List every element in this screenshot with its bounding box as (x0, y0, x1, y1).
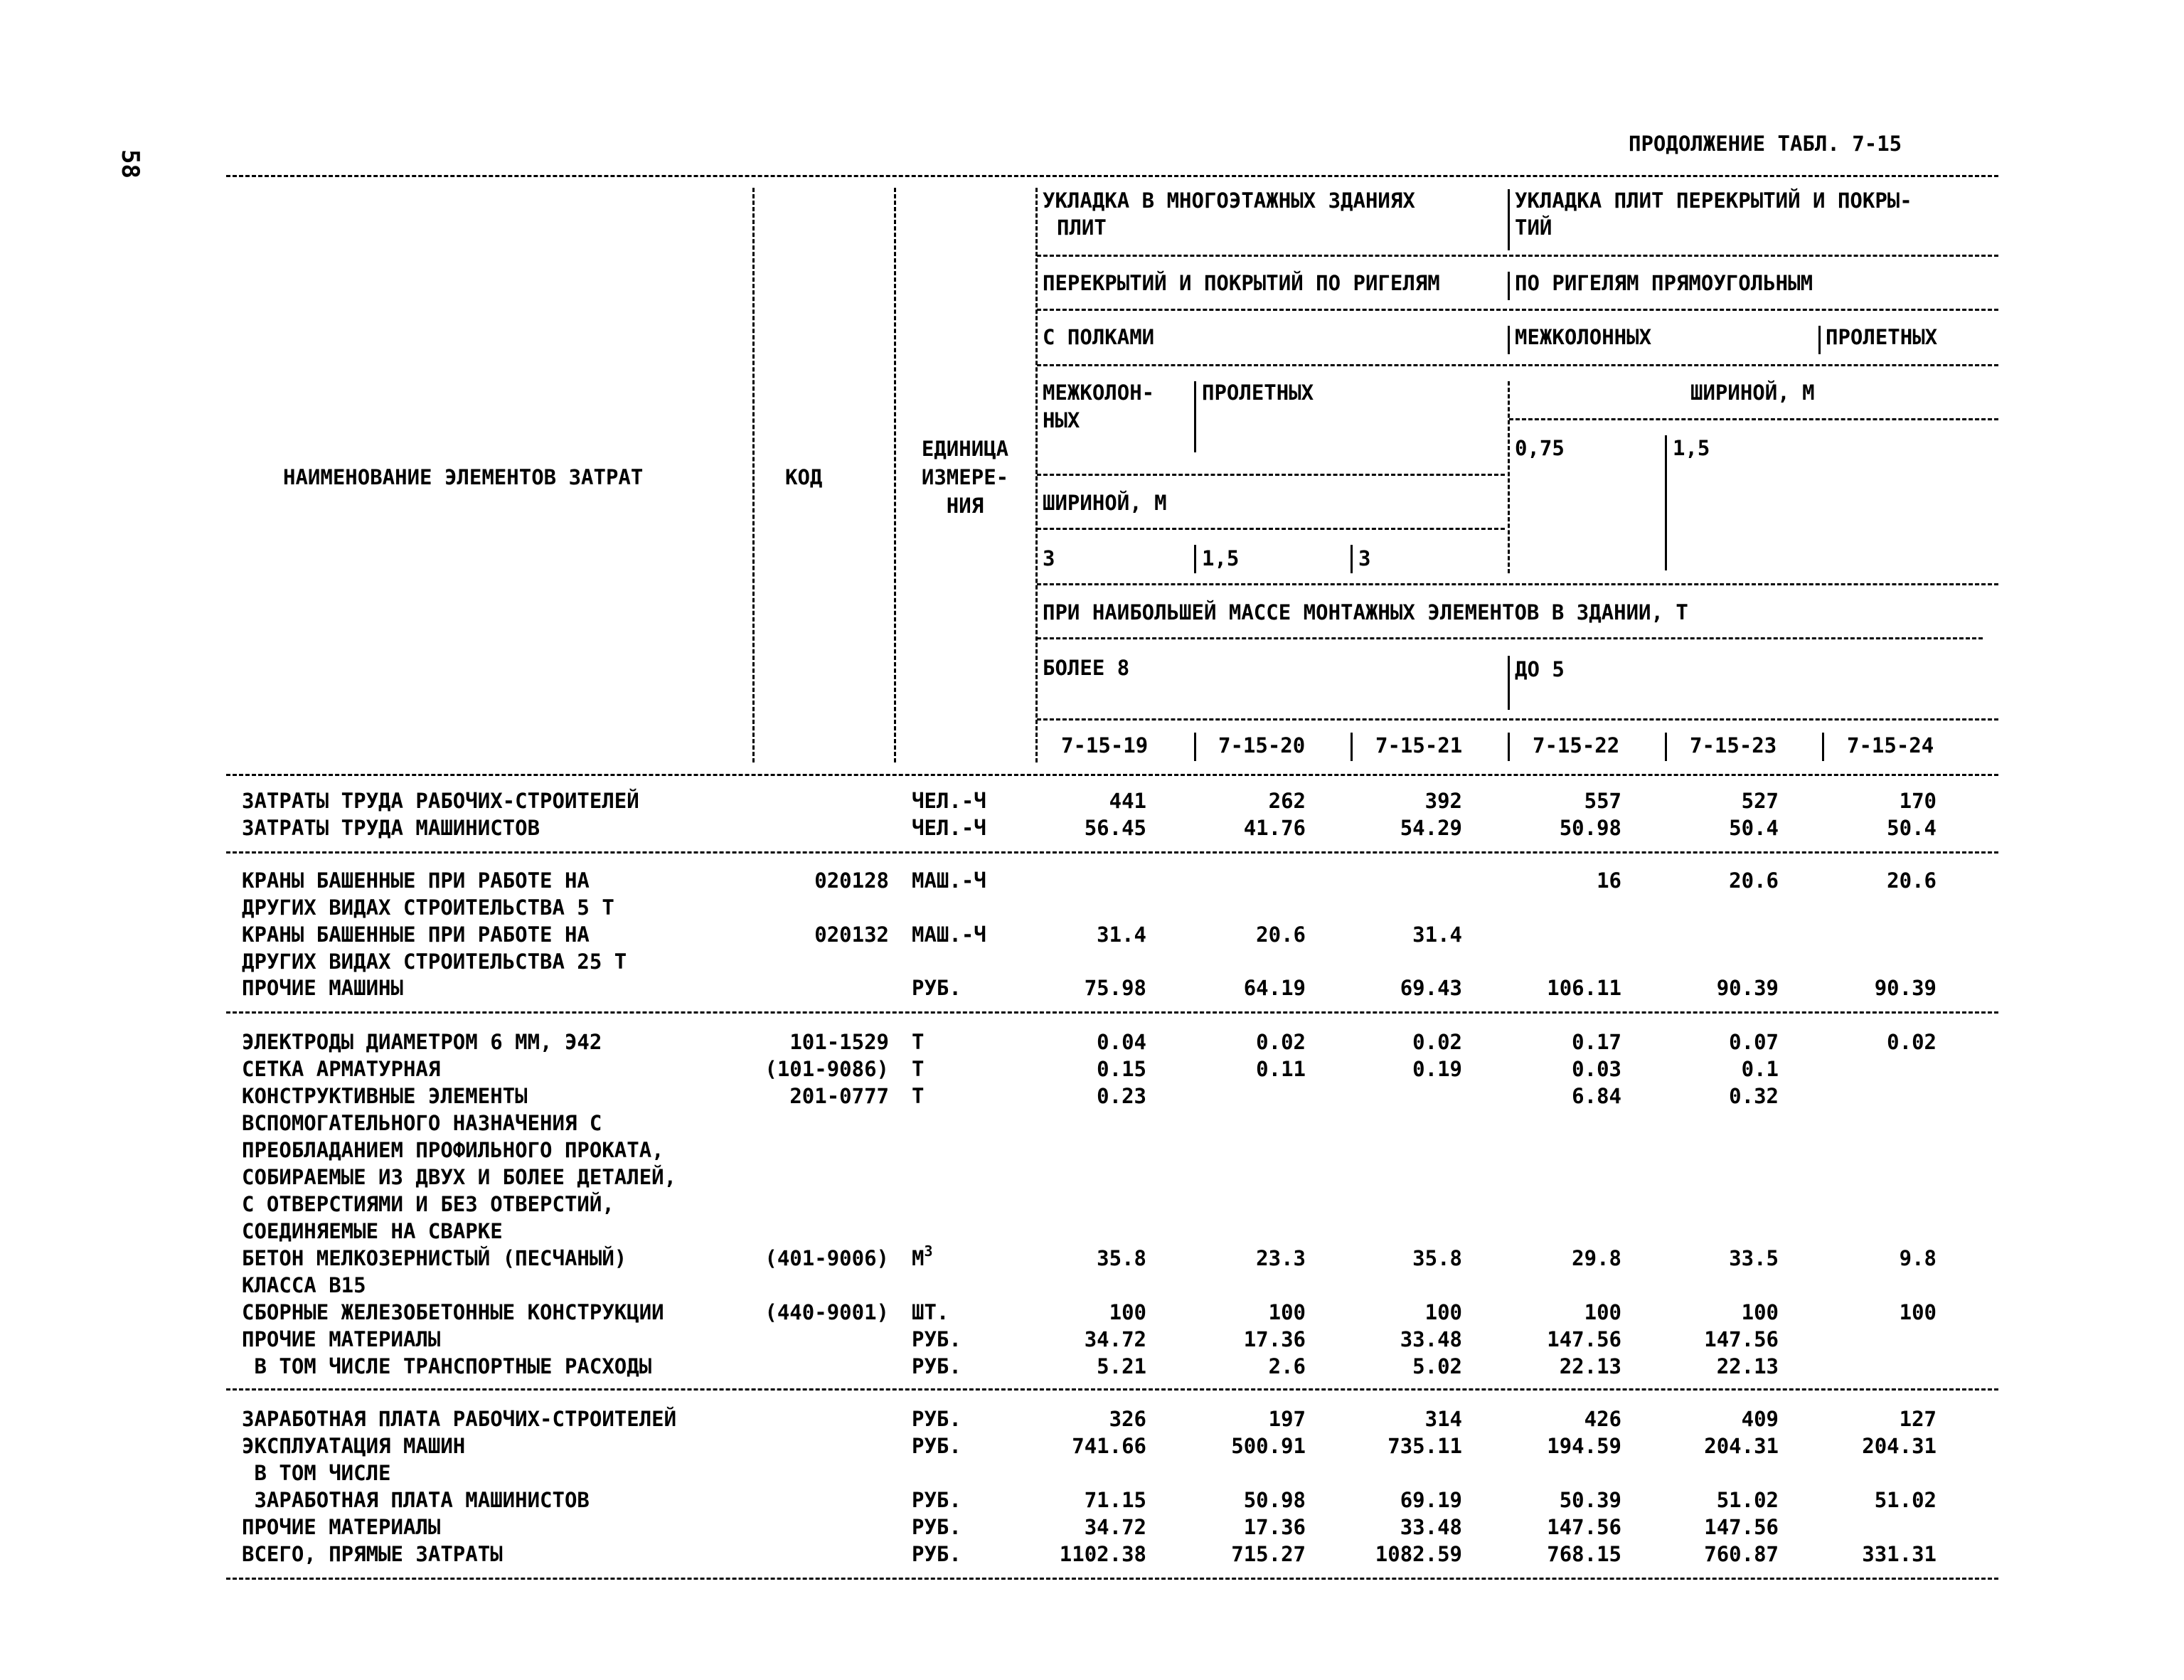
rule-h2 (1037, 309, 1998, 311)
row-value: 768.15 (1547, 1542, 1621, 1566)
column-code: 7-15-23 (1690, 733, 1777, 757)
vline-unit-data (1035, 188, 1038, 762)
row-value: 100 (1741, 1300, 1779, 1324)
row-value: 51.02 (1716, 1488, 1779, 1512)
row-unit (912, 1436, 962, 1457)
rule-h9 (1037, 718, 1998, 721)
row-unit-text: РУБ. (912, 1327, 962, 1351)
row-unit (912, 1517, 962, 1538)
row-name: В ТОМ ЧИСЛЕ (242, 1461, 391, 1485)
row-code: (401-9006) (765, 1246, 889, 1270)
row-value: 106.11 (1547, 976, 1621, 1000)
vline-c4 (1508, 733, 1510, 761)
vline-w3 (1351, 545, 1353, 573)
header-proletnyh: ПРОЛЕТНЫХ (1826, 325, 1938, 349)
row-value: 0.02 (1256, 1030, 1306, 1054)
row-name: ЗАТРАТЫ ТРУДА МАШИНИСТОВ (242, 816, 540, 840)
vline-c2 (1194, 733, 1196, 761)
row-name: ПРОЧИЕ МАТЕРИАЛЫ (242, 1515, 441, 1539)
row-unit (912, 868, 986, 893)
rule-sec1 (226, 851, 1998, 854)
row-name: В ТОМ ЧИСЛЕ ТРАНСПОРТНЫЕ РАСХОДЫ (242, 1354, 652, 1378)
row-value: 441 (1109, 789, 1146, 813)
row-value: 41.76 (1243, 816, 1306, 840)
row-value: 29.8 (1572, 1246, 1621, 1270)
rule-top (226, 175, 1998, 177)
vline-groups-2 (1508, 272, 1510, 300)
row-name: СОБИРАЕМЫЕ ИЗ ДВУХ И БОЛЕЕ ДЕТАЛЕЙ, (242, 1165, 677, 1189)
row-value: 23.3 (1256, 1246, 1306, 1270)
row-value: 31.4 (1412, 923, 1462, 947)
row-value: 51.02 (1874, 1488, 1937, 1512)
column-code: 7-15-24 (1847, 733, 1934, 757)
row-value: 0.11 (1256, 1057, 1306, 1081)
row-unit-superscript: 3 (924, 1243, 933, 1260)
row-value: 54.29 (1400, 816, 1462, 840)
row-value: 33.48 (1400, 1515, 1462, 1539)
row-value: 204.31 (1704, 1434, 1779, 1458)
header-width-15-right: 1,5 (1673, 436, 1710, 460)
row-unit (912, 1243, 933, 1270)
row-value: 741.66 (1072, 1434, 1146, 1458)
row-name: ВСПОМОГАТЕЛЬНОГО НАЗНАЧЕНИЯ С (242, 1111, 602, 1135)
row-value: 6.84 (1572, 1084, 1621, 1108)
column-code: 7-15-20 (1218, 733, 1306, 757)
row-value: 71.15 (1084, 1488, 1146, 1512)
row-value: 34.72 (1084, 1515, 1146, 1539)
row-code: 020128 (814, 868, 889, 893)
row-name: ЭЛЕКТРОДЫ ДИАМЕТРОМ 6 ММ, Э42 (242, 1030, 602, 1054)
row-value: 0.1 (1741, 1057, 1779, 1081)
row-value: 527 (1741, 789, 1779, 813)
row-name: ПРОЧИЕ МАШИНЫ (242, 976, 403, 1000)
row-name: СБОРНЫЕ ЖЕЛЕЗОБЕТОННЫЕ КОНСТРУКЦИИ (242, 1300, 664, 1324)
row-value: 0.32 (1729, 1084, 1779, 1108)
row-unit-text: Т (912, 1057, 925, 1081)
rule-h6l (1037, 528, 1505, 530)
group2-line3: ПО РИГЕЛЯМ ПРЯМОУГОЛЬНЫМ (1515, 271, 1813, 295)
row-unit (912, 1302, 949, 1323)
row-name: СЕТКА АРМАТУРНАЯ (242, 1057, 441, 1081)
row-unit-text: МАШ.-Ч (912, 868, 986, 893)
row-value: 17.36 (1243, 1327, 1306, 1351)
header-unit-1: ЕДИНИЦА (921, 437, 1009, 461)
row-value: 557 (1584, 789, 1621, 813)
vline-code-unit (894, 188, 896, 762)
header-mezhkolon-2: НЫХ (1043, 408, 1080, 432)
header-name: НАИМЕНОВАНИЕ ЭЛЕМЕНТОВ ЗАТРАТ (283, 465, 644, 489)
vline-right-block (1508, 381, 1510, 573)
row-value: 735.11 (1387, 1434, 1462, 1458)
row-value: 5.21 (1097, 1354, 1146, 1378)
row-value: 100 (1268, 1300, 1306, 1324)
row-unit-text: Т (912, 1084, 925, 1108)
row-unit (912, 1544, 962, 1565)
row-code: 020132 (814, 923, 889, 947)
column-code: 7-15-21 (1375, 733, 1463, 757)
group1-line2: ПЛИТ (1057, 216, 1107, 240)
row-value: 33.5 (1729, 1246, 1779, 1270)
rule-h4r (1509, 418, 1998, 420)
row-value: 331.31 (1862, 1542, 1937, 1566)
header-width-right: ШИРИНОЙ, М (1690, 381, 1815, 405)
row-value: 1082.59 (1375, 1542, 1462, 1566)
row-name: ДРУГИХ ВИДАХ СТРОИТЕЛЬСТВА 5 Т (242, 895, 614, 920)
row-value: 147.56 (1704, 1515, 1779, 1539)
rule-bottom (226, 1578, 1998, 1580)
row-value: 33.48 (1400, 1327, 1462, 1351)
row-value: 147.56 (1547, 1327, 1621, 1351)
vline-prol (1818, 326, 1821, 354)
row-value: 197 (1268, 1407, 1306, 1431)
vline-name-code (752, 188, 755, 762)
row-value: 100 (1109, 1300, 1146, 1324)
column-code: 7-15-22 (1533, 733, 1620, 757)
row-name: СОЕДИНЯЕМЫЕ НА СВАРКЕ (242, 1219, 503, 1243)
row-code: (101-9086) (765, 1057, 889, 1081)
vline-c3 (1351, 733, 1353, 761)
vline-c5 (1665, 733, 1667, 761)
row-unit-text: РУБ. (912, 1542, 962, 1566)
row-value: 50.39 (1559, 1488, 1621, 1512)
row-value: 426 (1584, 1407, 1621, 1431)
header-width-3b: 3 (1358, 546, 1371, 570)
row-value: 147.56 (1547, 1515, 1621, 1539)
row-value: 22.13 (1716, 1354, 1779, 1378)
row-value: 100 (1899, 1300, 1937, 1324)
header-unit-3: НИЯ (946, 494, 984, 518)
row-unit-text: ЧЕЛ.-Ч (912, 816, 986, 840)
row-value: 0.04 (1097, 1030, 1146, 1054)
row-value: 22.13 (1559, 1354, 1621, 1378)
row-name: ВСЕГО, ПРЯМЫЕ ЗАТРАТЫ (242, 1542, 503, 1566)
row-value: 16 (1597, 868, 1621, 893)
row-unit (912, 925, 986, 945)
rule-head-bottom (226, 774, 1998, 776)
row-code: (440-9001) (765, 1300, 889, 1324)
group2-line1: УКЛАДКА ПЛИТ ПЕРЕКРЫТИЙ И ПОКРЫ- (1515, 188, 1912, 213)
group2-line2: ТИЙ (1515, 216, 1552, 240)
row-name: ДРУГИХ ВИДАХ СТРОИТЕЛЬСТВА 25 Т (242, 950, 627, 974)
row-unit-text: РУБ. (912, 1354, 962, 1378)
row-value: 127 (1899, 1407, 1937, 1431)
rule-sec3 (226, 1388, 1998, 1391)
row-value: 0.17 (1572, 1030, 1621, 1054)
header-mass-over8: БОЛЕЕ 8 (1043, 656, 1130, 680)
row-unit-text: РУБ. (912, 1407, 962, 1431)
row-value: 0.03 (1572, 1057, 1621, 1081)
row-value: 0.19 (1412, 1057, 1462, 1081)
row-value: 50.4 (1887, 816, 1937, 840)
row-value: 2.6 (1268, 1354, 1306, 1378)
row-value: 35.8 (1097, 1246, 1146, 1270)
row-unit-text: Т (912, 1030, 925, 1054)
row-unit-text: РУБ. (912, 1434, 962, 1458)
row-unit (912, 1059, 924, 1080)
row-unit (912, 1329, 962, 1350)
row-value: 0.23 (1097, 1084, 1146, 1108)
header-mass: ПРИ НАИБОЛЬШЕЙ МАССЕ МОНТАЖНЫХ ЭЛЕМЕНТОВ В ЗДАНИИ, Т (1043, 600, 1688, 624)
row-value: 0.02 (1887, 1030, 1937, 1054)
row-name: БЕТОН МЕЛКОЗЕРНИСТЫЙ (ПЕСЧАНЫЙ) (242, 1246, 627, 1270)
row-unit (912, 1490, 962, 1511)
row-value: 194.59 (1547, 1434, 1621, 1458)
row-name: КЛАССА В15 (242, 1273, 366, 1297)
row-name: ЗАРАБОТНАЯ ПЛАТА РАБОЧИХ-СТРОИТЕЛЕЙ (242, 1407, 677, 1431)
row-name: КРАНЫ БАШЕННЫЕ ПРИ РАБОТЕ НА (242, 923, 590, 947)
row-value: 1102.38 (1059, 1542, 1146, 1566)
column-code: 7-15-19 (1061, 733, 1149, 757)
row-value: 31.4 (1097, 923, 1146, 947)
row-unit (912, 1409, 962, 1430)
row-value: 0.07 (1729, 1030, 1779, 1054)
vline-groups (1508, 189, 1510, 250)
row-value: 56.45 (1084, 816, 1146, 840)
row-name: С ОТВЕРСТИЯМИ И БЕЗ ОТВЕРСТИЙ, (242, 1192, 614, 1216)
row-value: 100 (1584, 1300, 1621, 1324)
row-name: ПРОЧИЕ МАТЕРИАЛЫ (242, 1327, 441, 1351)
row-value: 17.36 (1243, 1515, 1306, 1539)
row-value: 20.6 (1729, 868, 1779, 893)
row-value: 715.27 (1231, 1542, 1306, 1566)
group1-line1: УКЛАДКА В МНОГОЭТАЖНЫХ ЗДАНИЯХ (1043, 188, 1415, 213)
table-continuation-title: ПРОДОЛЖЕНИЕ ТАБЛ. 7-15 (1629, 132, 1902, 156)
rule-h3 (1037, 364, 1998, 366)
row-unit (912, 818, 986, 839)
row-unit (912, 791, 986, 812)
row-value: 50.98 (1243, 1488, 1306, 1512)
row-name: ЗАТРАТЫ ТРУДА РАБОЧИХ-СТРОИТЕЛЕЙ (242, 789, 639, 813)
row-value: 204.31 (1862, 1434, 1937, 1458)
row-name: ПРЕОБЛАДАНИЕМ ПРОФИЛЬНОГО ПРОКАТА, (242, 1138, 664, 1162)
rule-sec2 (226, 1011, 1998, 1014)
row-value: 409 (1741, 1407, 1779, 1431)
row-name: ЭКСПЛУАТАЦИЯ МАШИН (242, 1434, 466, 1458)
row-unit-text: ШТ. (912, 1300, 949, 1324)
group1-line3: ПЕРЕКРЫТИЙ И ПОКРЫТИЙ ПО РИГЕЛЯМ (1043, 271, 1440, 295)
rule-h1 (1037, 255, 1998, 257)
header-code: КОД (785, 465, 823, 489)
row-code: 201-0777 (789, 1084, 889, 1108)
row-value: 760.87 (1704, 1542, 1779, 1566)
row-unit-text: МАШ.-Ч (912, 923, 986, 947)
row-value: 20.6 (1256, 923, 1306, 947)
row-value: 0.15 (1097, 1057, 1146, 1081)
row-value: 20.6 (1887, 868, 1937, 893)
vline-w2 (1194, 545, 1196, 573)
row-unit-text: ЧЕЛ.-Ч (912, 789, 986, 813)
group1-line4: С ПОЛКАМИ (1043, 325, 1155, 349)
row-value: 314 (1424, 1407, 1462, 1431)
row-value: 170 (1899, 789, 1937, 813)
rule-h8 (1037, 637, 1983, 639)
row-value: 9.8 (1899, 1246, 1937, 1270)
row-unit-text: РУБ. (912, 1515, 962, 1539)
rule-h7 (1037, 583, 1998, 585)
row-unit (912, 1086, 924, 1107)
row-value: 90.39 (1716, 976, 1779, 1000)
header-width-3a: 3 (1043, 546, 1055, 570)
row-code: 101-1529 (789, 1030, 889, 1054)
vline-groups-3 (1508, 326, 1510, 354)
row-unit (912, 1356, 962, 1377)
row-name: ЗАРАБОТНАЯ ПЛАТА МАШИНИСТОВ (242, 1488, 590, 1512)
vline-c6 (1822, 733, 1824, 761)
header-mezhkolonnyh: МЕЖКОЛОННЫХ (1515, 325, 1652, 349)
row-name: КОНСТРУКТИВНЫЕ ЭЛЕМЕНТЫ (242, 1084, 528, 1108)
row-unit-text: РУБ. (912, 976, 962, 1000)
page-number: 58 (116, 149, 144, 179)
vline-w5 (1665, 435, 1667, 570)
rule-h5l (1037, 474, 1505, 476)
row-name: КРАНЫ БАШЕННЫЕ ПРИ РАБОТЕ НА (242, 868, 590, 893)
header-proletnyh-1: ПРОЛЕТНЫХ (1202, 381, 1314, 405)
header-mass-upto5: ДО 5 (1515, 657, 1565, 681)
row-value: 50.4 (1729, 816, 1779, 840)
header-width-15-left: 1,5 (1202, 546, 1240, 570)
header-width-left: ШИРИНОЙ, М (1043, 491, 1167, 515)
row-value: 326 (1109, 1407, 1146, 1431)
row-value: 34.72 (1084, 1327, 1146, 1351)
row-value: 50.98 (1559, 816, 1621, 840)
row-value: 147.56 (1704, 1327, 1779, 1351)
row-value: 5.02 (1412, 1354, 1462, 1378)
vline-mass (1508, 656, 1510, 710)
row-value: 69.19 (1400, 1488, 1462, 1512)
row-value: 75.98 (1084, 976, 1146, 1000)
row-value: 0.02 (1412, 1030, 1462, 1054)
row-unit (912, 1032, 924, 1053)
header-mezhkolon-1: МЕЖКОЛОН- (1043, 381, 1155, 405)
row-unit (912, 978, 962, 999)
row-value: 500.91 (1231, 1434, 1306, 1458)
row-value: 100 (1424, 1300, 1462, 1324)
row-value: 64.19 (1243, 976, 1306, 1000)
row-value: 35.8 (1412, 1246, 1462, 1270)
header-width-075: 0,75 (1515, 436, 1565, 460)
row-unit-text: РУБ. (912, 1488, 962, 1512)
row-value: 90.39 (1874, 976, 1937, 1000)
row-value: 262 (1268, 789, 1306, 813)
header-unit-2: ИЗМЕРЕ- (921, 465, 1009, 489)
row-unit-text: М (912, 1246, 925, 1270)
row-value: 69.43 (1400, 976, 1462, 1000)
vline-prol1 (1194, 381, 1196, 452)
row-value: 392 (1424, 789, 1462, 813)
